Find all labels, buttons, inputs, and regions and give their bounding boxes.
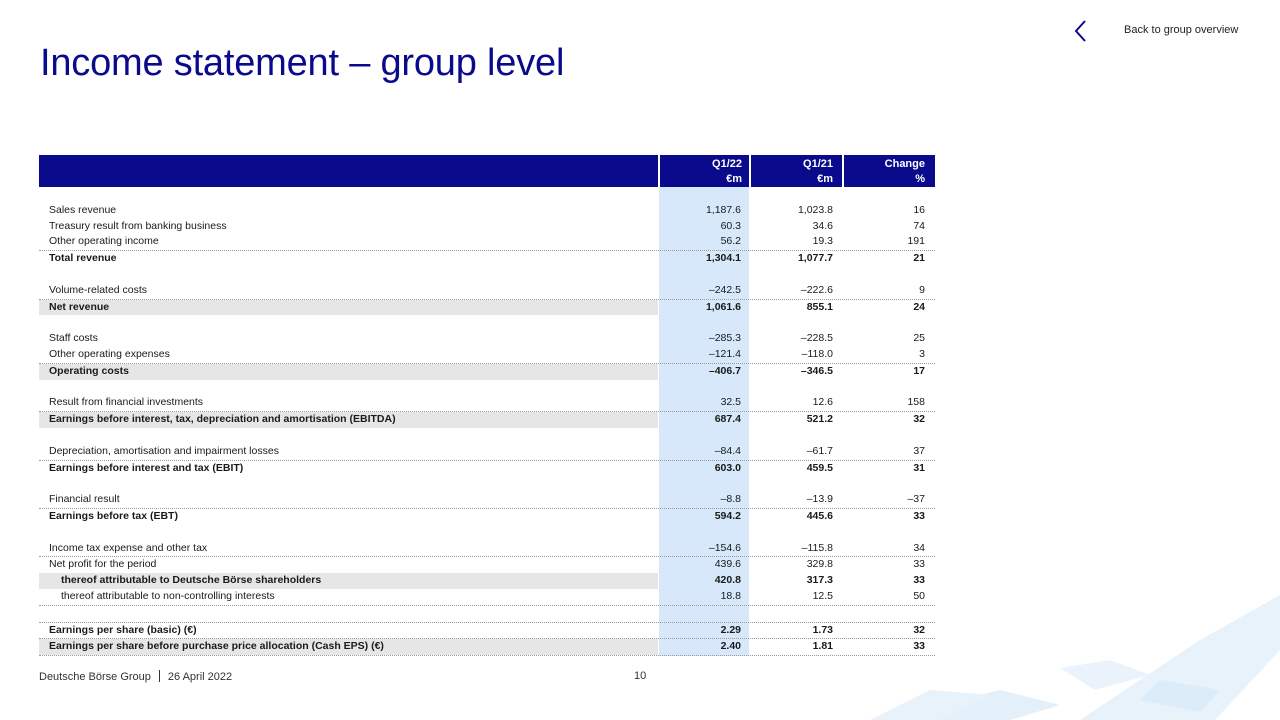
value-change: 3 [919, 347, 925, 360]
value-q122: 18.8 [720, 589, 741, 602]
footer-divider [159, 670, 160, 682]
value-change: 25 [913, 332, 925, 345]
page-title: Income statement – group level [40, 42, 565, 84]
row-label: Sales revenue [49, 203, 117, 216]
value-change: 24 [913, 300, 925, 313]
row-label: Other operating expenses [49, 347, 170, 360]
table-row [39, 283, 935, 300]
row-label: Earnings before tax (EBT) [49, 509, 178, 522]
value-q122: 687.4 [714, 413, 741, 426]
value-change: 74 [913, 219, 925, 232]
table-row [39, 557, 935, 573]
page-number: 10 [634, 670, 647, 682]
table-row [39, 395, 935, 412]
value-q122: –154.6 [708, 541, 741, 554]
value-change: 31 [913, 461, 925, 474]
spacer-row [39, 315, 935, 331]
value-q121: –115.8 [801, 541, 833, 554]
value-q122: 594.2 [714, 509, 741, 522]
value-q121: 12.6 [812, 396, 833, 409]
footer [39, 670, 232, 683]
value-change: 32 [913, 623, 925, 636]
table-row [39, 589, 935, 606]
chevron-left-icon [1072, 18, 1088, 44]
header-q122: Q1/22 €m [712, 158, 742, 185]
value-q122: 32.5 [720, 396, 741, 409]
table-row [39, 461, 935, 477]
row-label: Depreciation, amortisation and impairment losses [49, 444, 279, 457]
value-q122: –84.4 [714, 444, 741, 457]
value-q122: –242.5 [708, 283, 741, 296]
value-q121: –13.9 [806, 493, 833, 506]
value-q121: 1.81 [812, 640, 833, 653]
value-change: 9 [919, 283, 925, 296]
value-q122: 2.29 [720, 623, 741, 636]
value-q121: 19.3 [812, 235, 833, 248]
table-row [39, 300, 935, 316]
header-q121: Q1/21 €m [803, 158, 833, 185]
table-row [39, 347, 935, 364]
value-q121: –346.5 [800, 364, 833, 377]
row-label: Treasury result from banking business [49, 219, 227, 232]
value-q121: 34.6 [812, 219, 833, 232]
table-row [39, 639, 935, 656]
income-statement-table [39, 155, 935, 656]
row-label: Total revenue [49, 252, 117, 265]
value-q122: 603.0 [714, 461, 741, 474]
row-label: Operating costs [49, 364, 129, 377]
row-label: Income tax expense and other tax [49, 541, 208, 554]
spacer-row [39, 267, 935, 283]
value-q121: –118.0 [801, 347, 833, 360]
value-q121: 317.3 [806, 574, 833, 587]
row-label: Earnings per share (basic) (€) [49, 623, 197, 636]
value-change: 21 [913, 252, 925, 265]
spacer-row [39, 606, 935, 623]
spacer-row [39, 380, 935, 396]
footer-company: Deutsche Börse Group [39, 671, 151, 683]
row-label: thereof attributable to non-controlling interests [61, 589, 275, 602]
row-label: Staff costs [49, 332, 98, 345]
value-change: 191 [907, 235, 925, 248]
value-q121: 1,023.8 [797, 203, 833, 216]
value-q122: 439.6 [714, 558, 741, 571]
value-change: 34 [913, 541, 925, 554]
table-row [39, 623, 935, 640]
row-label: Earnings before interest, tax, depreciation and amortisation (EBITDA) [49, 413, 396, 426]
value-q122: –121.4 [708, 347, 741, 360]
footer-date: 26 April 2022 [167, 671, 233, 683]
value-change: 16 [913, 203, 925, 216]
back-to-group-overview-link[interactable] [1072, 18, 1252, 44]
table-row [39, 444, 935, 461]
table-row [39, 492, 935, 509]
value-change: 50 [913, 589, 925, 602]
header-change: Change % [884, 158, 925, 185]
value-q121: –61.7 [806, 444, 833, 457]
table-row [39, 331, 935, 347]
row-label: Result from financial investments [49, 396, 204, 409]
row-label: Volume-related costs [49, 283, 148, 296]
row-label: Earnings before interest and tax (EBIT) [49, 461, 244, 474]
table-header [39, 155, 935, 187]
value-change: 33 [913, 558, 925, 571]
value-q121: 521.2 [806, 413, 833, 426]
table-row [39, 509, 935, 525]
value-change: 32 [913, 413, 925, 426]
value-q121: –222.6 [800, 283, 833, 296]
value-q121: 459.5 [806, 461, 833, 474]
table-row [39, 203, 935, 219]
row-label: Financial result [49, 493, 120, 506]
spacer-row [39, 187, 935, 203]
value-q122: –285.3 [708, 332, 741, 345]
table-row [39, 234, 935, 251]
row-label: Net profit for the period [49, 558, 157, 571]
value-q121: –228.5 [800, 332, 833, 345]
value-q122: 420.8 [714, 574, 741, 587]
value-change: –37 [907, 493, 925, 506]
value-change: 17 [913, 364, 925, 377]
row-label: Other operating income [49, 235, 159, 248]
value-q121: 445.6 [806, 509, 833, 522]
value-q121: 12.5 [812, 589, 833, 602]
table-row [39, 573, 935, 589]
row-label: Earnings per share before purchase price allocation (Cash EPS) (€) [49, 640, 384, 653]
value-change: 37 [913, 444, 925, 457]
row-label: Net revenue [49, 300, 110, 313]
spacer-row [39, 428, 935, 444]
value-q121: 855.1 [806, 300, 833, 313]
value-change: 33 [913, 640, 925, 653]
value-change: 33 [913, 574, 925, 587]
value-q122: –8.8 [720, 493, 741, 506]
row-shading [39, 364, 658, 380]
spacer-row [39, 476, 935, 492]
table-row [39, 251, 935, 267]
table-row [39, 364, 935, 380]
value-q122: 2.40 [720, 640, 741, 653]
value-q122: 60.3 [720, 219, 741, 232]
back-link-label: Back to group overview [1124, 24, 1239, 36]
value-q122: 1,304.1 [705, 252, 741, 265]
table-row [39, 541, 935, 558]
spacer-row [39, 525, 935, 541]
row-label: thereof attributable to Deutsche Börse shareholders [61, 574, 322, 587]
value-change: 158 [907, 396, 925, 409]
value-change: 33 [913, 509, 925, 522]
value-q122: 1,187.6 [705, 203, 741, 216]
table-row [39, 219, 935, 235]
value-q122: 1,061.6 [705, 300, 741, 313]
table-row [39, 412, 935, 428]
row-shading [39, 300, 658, 316]
value-q122: –406.7 [708, 364, 741, 377]
value-q121: 329.8 [806, 558, 833, 571]
value-q122: 56.2 [720, 235, 741, 248]
value-q121: 1.73 [812, 623, 833, 636]
value-q121: 1,077.7 [797, 252, 833, 265]
header-label-cell [39, 155, 658, 187]
